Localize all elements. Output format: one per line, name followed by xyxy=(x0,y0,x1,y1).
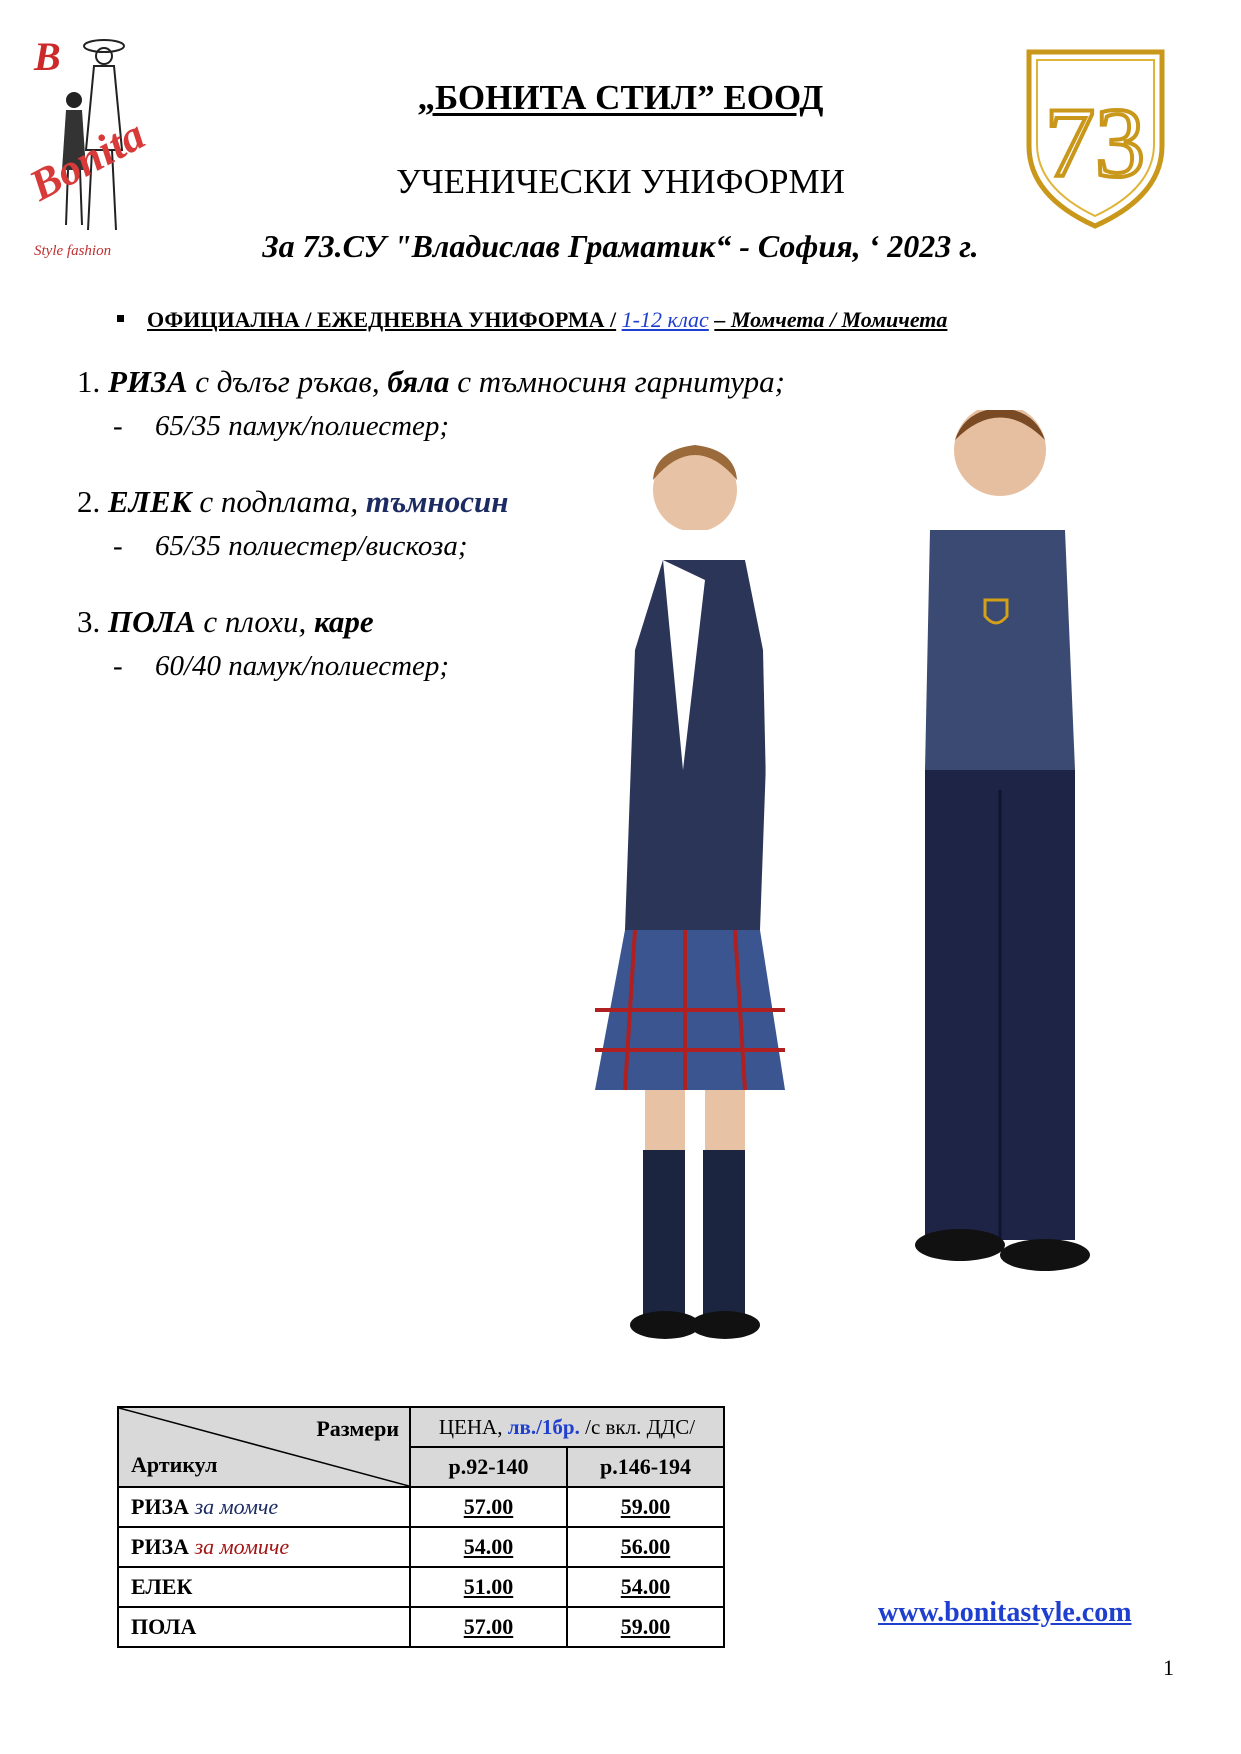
price-cell: 59.00 xyxy=(567,1607,724,1647)
table-row: ПОЛА 57.00 59.00 xyxy=(118,1607,724,1647)
table-row: РИЗА за момче 57.00 59.00 xyxy=(118,1487,724,1527)
logo-initial: B xyxy=(34,34,61,79)
bullet-icon xyxy=(117,315,124,322)
item-shirt-material: - 65/35 памук/полиестер; xyxy=(113,410,450,442)
price-cell: 57.00 xyxy=(410,1607,567,1647)
item-vest: 2. ЕЛЕК с подплата, тъмносин xyxy=(77,484,509,519)
price-cell: 51.00 xyxy=(410,1567,567,1607)
crest-number: 73 xyxy=(1045,87,1145,198)
uniform-photo xyxy=(595,410,1155,1405)
logo-brand: Bonita xyxy=(22,109,153,211)
item-shirt: 1. РИЗА с дълъг ръкав, бяла с тъмносиня гарнитура; xyxy=(77,364,785,399)
price-cell: 54.00 xyxy=(410,1527,567,1567)
size-column-1: р.92-140 xyxy=(410,1447,567,1487)
price-cell: 56.00 xyxy=(567,1527,724,1567)
item-skirt: 3. ПОЛА с плохи, каре xyxy=(77,604,374,639)
table-corner-header: Размери Артикул xyxy=(118,1407,410,1487)
company-name: „БОНИТА СТИЛ” ЕООД xyxy=(417,78,824,117)
page-title: УЧЕНИЧЕСКИ УНИФОРМИ xyxy=(396,162,845,201)
page-number: 1 xyxy=(1163,1655,1174,1680)
section-heading: ОФИЦИАЛНА / ЕЖЕДНЕВНА УНИФОРМА / 1-12 клас – Момчета / Момичета xyxy=(117,307,947,333)
grades-link[interactable]: 1-12 клас xyxy=(621,307,709,332)
website-link[interactable]: www.bonitastyle.com xyxy=(878,1597,1132,1628)
item-skirt-material: - 60/40 памук/полиестер; xyxy=(113,650,450,682)
school-crest xyxy=(1023,46,1168,236)
page-subtitle: За 73.СУ "Владислав Граматик“ - София, ‘ 2023 г. xyxy=(262,228,979,264)
price-cell: 59.00 xyxy=(567,1487,724,1527)
table-row: РИЗА за момиче 54.00 56.00 xyxy=(118,1527,724,1567)
item-vest-material: - 65/35 полиестер/вискоза; xyxy=(113,530,468,562)
girl-figure xyxy=(595,445,805,1339)
price-cell: 57.00 xyxy=(410,1487,567,1527)
size-column-2: р.146-194 xyxy=(567,1447,724,1487)
table-row: ЕЛЕК 51.00 54.00 xyxy=(118,1567,724,1607)
boy-figure xyxy=(885,410,1125,1271)
price-cell: 54.00 xyxy=(567,1567,724,1607)
price-header: ЦЕНА, лв./1бр. /с вкл. ДДС/ xyxy=(410,1407,724,1447)
logo-tagline: Style fashion xyxy=(34,243,112,259)
price-table xyxy=(117,1406,725,1648)
